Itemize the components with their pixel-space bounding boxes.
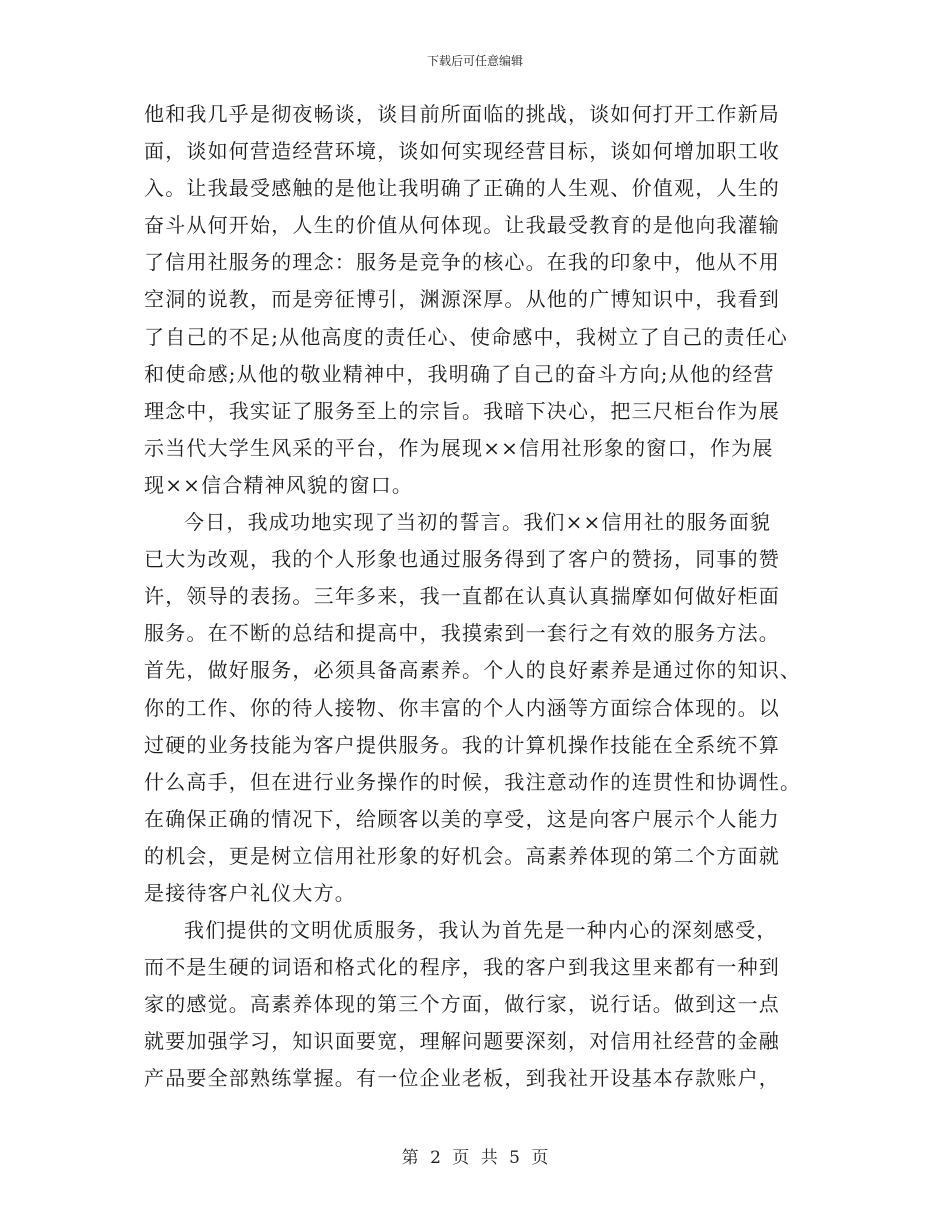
text-line: 什么高手，但在进行业务操作的时候，我注意动作的连贯性和协调性。 xyxy=(144,769,802,794)
text-line: 了自己的不足;从他高度的责任心、使命感中，我树立了自己的责任心 xyxy=(144,324,788,349)
text-line: 过硬的业务技能为客户提供服务。我的计算机操作技能在全系统不算 xyxy=(144,732,780,757)
text-line: 在确保正确的情况下，给顾客以美的享受，这是向客户展示个人能力 xyxy=(144,806,780,831)
text-line: 现××信合精神风貌的窗口。 xyxy=(144,472,414,497)
text-line: 而不是生硬的词语和格式化的程序，我的客户到我这里来都有一种到 xyxy=(144,955,780,980)
text-line: 的机会，更是树立信用社形象的好机会。高素养体现的第二个方面就 xyxy=(144,843,780,868)
text-line: 了信用社服务的理念：服务是竞争的核心。在我的印象中，他从不用 xyxy=(144,250,780,275)
text-line: 家的感觉。高素养体现的第三个方面，做行家，说行话。做到这一点 xyxy=(144,992,780,1017)
text-line: 今日，我成功地实现了当初的誓言。我们××信用社的服务面貌 xyxy=(184,510,772,535)
text-line: 是接待客户礼仪大方。 xyxy=(144,880,356,905)
text-line: 面，谈如何营造经营环境，谈如何实现经营目标，谈如何增加职工收 xyxy=(144,139,780,164)
page-number-footer: 第 2 页 共 5 页 xyxy=(401,1148,549,1168)
text-line: 你的工作、你的待人接物、你丰富的个人内涵等方面综合体现的。以 xyxy=(144,695,780,720)
document-body xyxy=(144,96,808,1098)
paragraph xyxy=(144,96,808,504)
text-line: 他和我几乎是彻夜畅谈，谈目前所面临的挑战，谈如何打开工作新局 xyxy=(144,102,780,126)
text-line: 示当代大学生风采的平台，作为展现××信用社形象的窗口，作为展 xyxy=(144,435,774,460)
paragraph xyxy=(144,912,808,1097)
text-line: 入。让我最受感触的是他让我明确了正确的人生观、价值观，人生的 xyxy=(144,176,780,201)
text-line: 服务。在不断的总结和提高中，我摸索到一套行之有效的服务方法。 xyxy=(144,621,780,646)
paragraph xyxy=(144,504,808,912)
text-line: 我们提供的文明优质服务，我认为首先是一种内心的深刻感受， xyxy=(184,918,778,943)
text-line: 就要加强学习，知识面要宽，理解问题要深刻，对信用社经营的金融 xyxy=(144,1029,780,1054)
text-line: 和使命感;从他的敬业精神中，我明确了自己的奋斗方向;从他的经营 xyxy=(144,361,775,386)
page-header: 下载后可任意编辑 xyxy=(426,54,523,68)
text-line: 产品要全部熟练掌握。有一位企业老板，到我社开设基本存款账户， xyxy=(144,1066,780,1091)
text-line: 空洞的说教，而是旁征博引，渊源深厚。从他的广博知识中，我看到 xyxy=(144,287,780,312)
text-line: 首先，做好服务，必须具备高素养。个人的良好素养是通过你的知识、 xyxy=(144,658,802,683)
text-line: 已大为改观，我的个人形象也通过服务得到了客户的赞扬，同事的赞 xyxy=(144,547,780,572)
text-line: 奋斗从何开始，人生的价值从何体现。让我最受教育的是他向我灌输 xyxy=(144,213,780,238)
text-line: 许，领导的表扬。三年多来，我一直都在认真认真揣摩如何做好柜面 xyxy=(144,584,780,609)
text-line: 理念中，我实证了服务至上的宗旨。我暗下决心，把三尺柜台作为展 xyxy=(144,398,780,423)
